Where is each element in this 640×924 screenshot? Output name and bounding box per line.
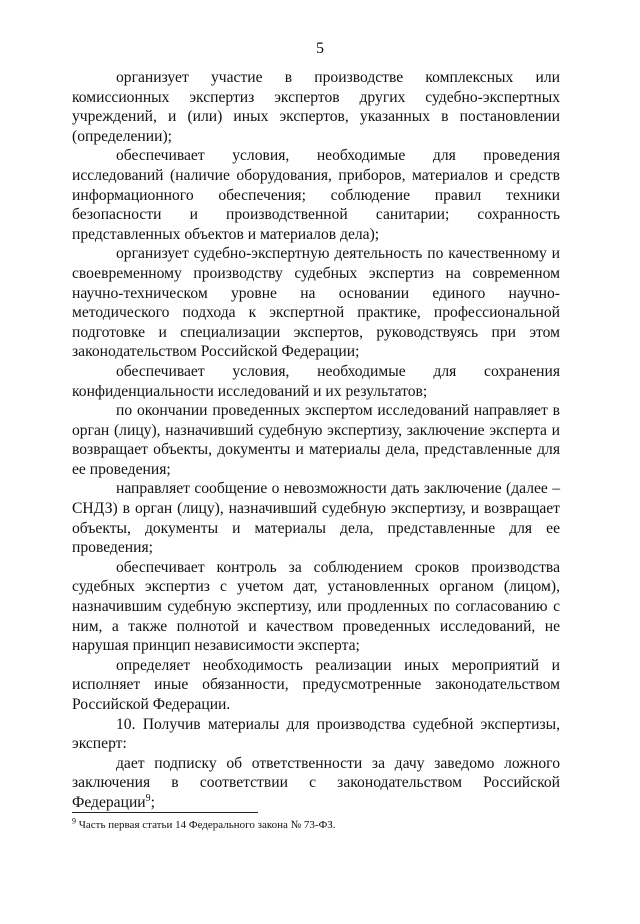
paragraph: обеспечивает условия, необходимые для сохранения конфиденциальности исследований и их результатов; (72, 362, 560, 400)
paragraph-text: дает подписку об ответственности за дачу заведомо ложного заключения в соответствии с законодательством Российской Федерации (72, 754, 560, 811)
paragraph-with-footnote (72, 754, 560, 813)
paragraph-end-punctuation: ; (150, 793, 155, 811)
footnote-marker: 9 (72, 816, 76, 826)
footnote (72, 818, 560, 832)
paragraph: по окончании проведенных экспертом исследований направляет в орган (лицу), назначивший судебную экспертизу, заключение эксперта и возвращает объекты, документы и материалы дела, представленные для ее проведения; (72, 402, 560, 478)
footnote-separator (72, 812, 258, 813)
footnote-text: Часть первая статьи 14 Федерального закона № 73-ФЗ. (76, 819, 336, 831)
paragraph: организует участие в производстве комплексных или комиссионных экспертиз экспертов других судебно-экспертных учреждений, и (или) иных экспертов, указанных в постановлении (определении); (72, 69, 560, 145)
paragraph: организует судебно-экспертную деятельность по качественному и своевременному производству судебных экспертиз на современном научно-техническом уровне на основании единого научно-методического подхода к экспертной практике, профессиональной подготовке и специализации экспертов, руководствуясь при этом законодательством Российской Федерации; (72, 245, 560, 361)
paragraph: направляет сообщение о невозможности дать заключение (далее – СНДЗ) в орган (лицу), назначивший судебную экспертизу, и возвращает объекты, документы и материалы дела, представленные для ее проведения; (72, 480, 560, 557)
footnote-reference[interactable]: 9 (145, 792, 151, 804)
paragraph: определяет необходимость реализации иных мероприятий и исполняет иные обязанности, предусмотренные законодательством Российской Федерации. (72, 656, 560, 713)
page-number: 5 (316, 40, 324, 57)
document-body (72, 68, 560, 813)
paragraph: обеспечивает контроль за соблюдением сроков производства судебных экспертиз с учетом дат, установленных органом (лицом), назначившим судебную экспертизу, или продленных по согласованию с ним, а также полнотой и качеством проведенных исследований, не нарушая принцип независимости эксперта; (72, 558, 560, 655)
paragraph: 10. Получив материалы для производства судебной экспертизы, эксперт: (72, 715, 560, 753)
paragraph: обеспечивает условия, необходимые для проведения исследований (наличие оборудования, приборов, материалов и средств информационного обеспечения; соблюдение правил техники безопасности и производственной санитарии; сохранность представленных объектов и материалов дела); (72, 147, 560, 243)
